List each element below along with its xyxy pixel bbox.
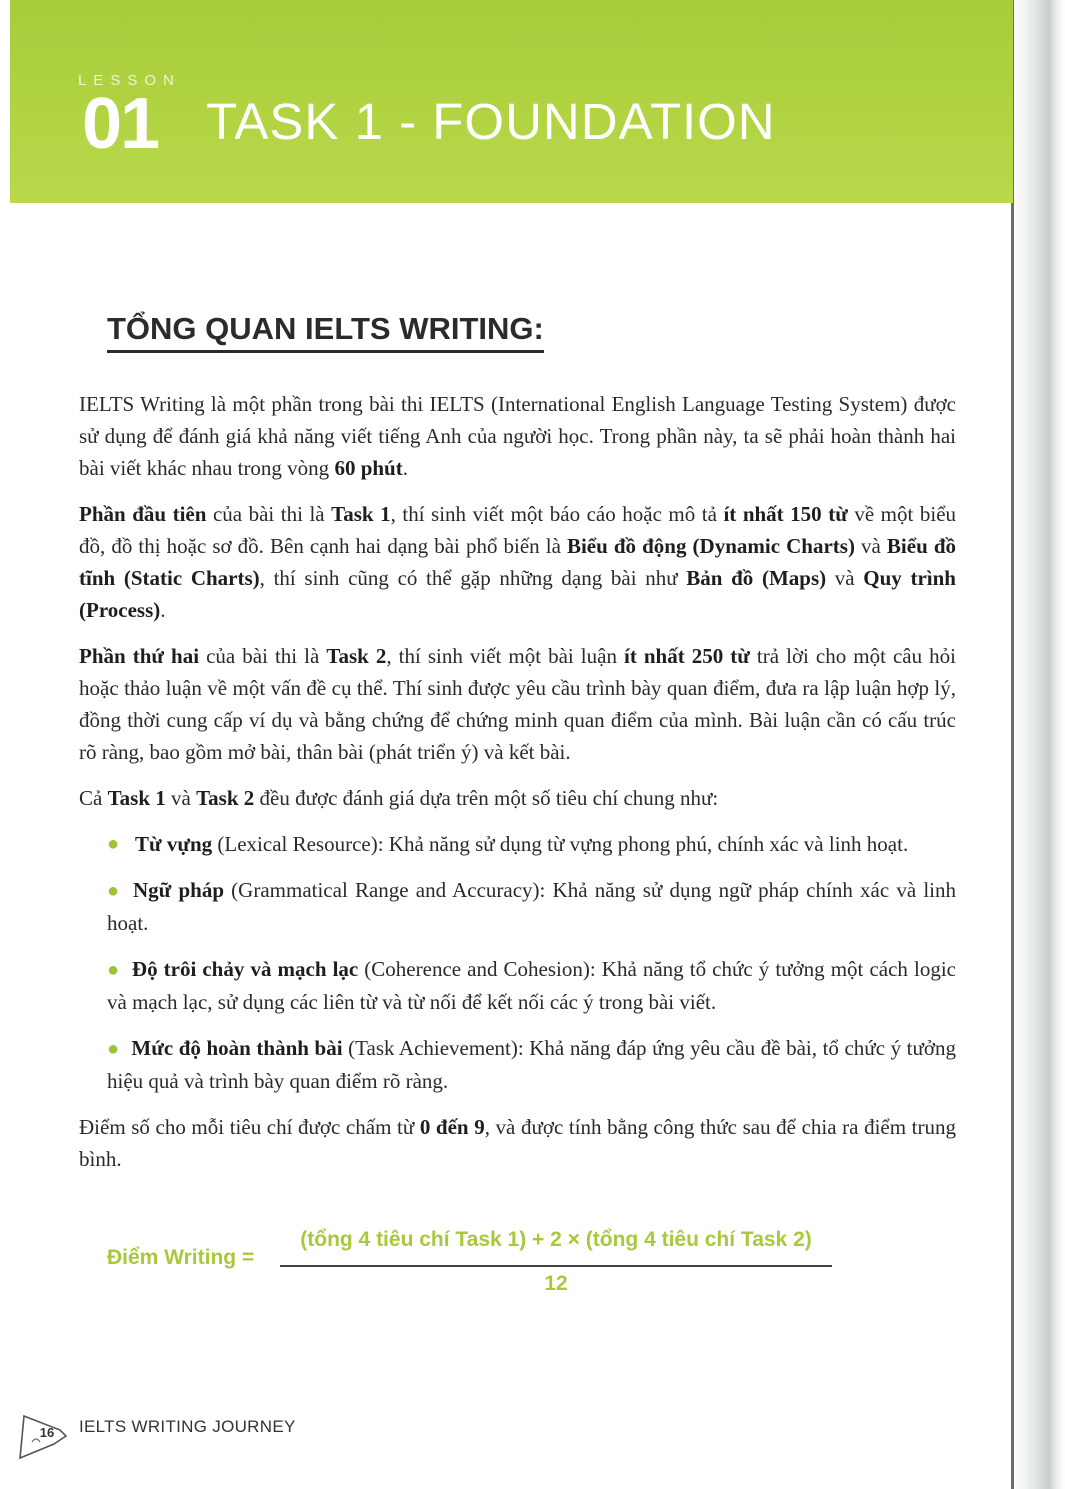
task1-bold-7: Quy trình (Process) <box>79 566 956 622</box>
criteria-desc: (Task Achievement): Khả năng đáp ứng yêu cầu đề bài, tổ chức ý tưởng hiệu quả và trình bày quan điểm rõ ràng. <box>107 1036 956 1093</box>
criteria-intro-bold-2: Task 2 <box>196 786 255 810</box>
lesson-label: LESSON <box>78 72 181 89</box>
intro-text: IELTS Writing là một phần trong bài thi IELTS (International English Language Testing System) được sử dụng để đánh giá khả năng viết tiếng Anh của người học. Trong phần này, ta sẽ phải hoàn thành hai bài viết khác nhau trong vòng <box>79 392 956 480</box>
task1-bold-6: Bản đồ (Maps) <box>686 566 827 590</box>
task1-bold-5: Biểu đồ tĩnh (Static Charts) <box>79 534 956 590</box>
bullet-dot-icon: ● <box>107 959 120 981</box>
task1-paragraph <box>79 498 956 626</box>
scoring-text-1: Điểm số cho mỗi tiêu chí được chấm từ <box>79 1115 420 1139</box>
criteria-item-task-achievement <box>107 1032 956 1097</box>
bullet-dot-icon: ● <box>107 1038 120 1060</box>
task1-bold-4: Biểu đồ động (Dynamic Charts) <box>566 534 855 558</box>
page-number: 16 <box>39 1425 55 1440</box>
criteria-desc: (Lexical Resource): Khả năng sử dụng từ vựng phong phú, chính xác và linh hoạt. <box>212 832 909 856</box>
task1-bold-3: ít nhất 150 từ <box>723 502 848 526</box>
criteria-name: Ngữ pháp <box>133 878 224 902</box>
page-number-badge <box>14 1408 70 1464</box>
criteria-item-coherence <box>107 953 956 1018</box>
lesson-title: TASK 1 - FOUNDATION <box>206 93 776 150</box>
criteria-desc: (Coherence and Cohesion): Khả năng tổ chức ý tưởng một cách logic và mạch lạc, sử dụng các liên từ và từ nối để kết nối các ý trong bài viết. <box>107 957 956 1014</box>
criteria-intro-text-1: Cả <box>79 786 108 810</box>
formula-denominator: 12 <box>544 1272 568 1295</box>
criteria-name: Mức độ hoàn thành bài <box>131 1036 343 1060</box>
lesson-header-banner <box>10 0 1013 203</box>
intro-minutes: 60 phút <box>334 456 403 480</box>
page-edge-shadow <box>1011 0 1065 1489</box>
task2-bold-1: Phần thứ hai <box>79 644 200 668</box>
task1-text-2: , thí sinh viết một báo cáo hoặc mô tả <box>390 502 724 526</box>
intro-paragraph <box>79 388 956 484</box>
criteria-intro-text-2: và <box>165 786 197 810</box>
task1-text-6: và <box>826 566 864 590</box>
task2-text-1: của bài thi là <box>199 644 327 668</box>
task2-bold-3: ít nhất 250 từ <box>624 644 750 668</box>
task2-text-3: trả lời cho một câu hỏi hoặc thảo luận về một vấn đề cụ thể. Thí sinh được yêu cầu trình bày quan điểm, đưa ra lập luận hợp lý, đồng thời cung cấp ví dụ và bằng chứng để chứng minh quan điểm của mình. Bài luận cần có cấu trúc rõ ràng, bao gồm mở bài, thân bài (phát triển ý) và kết bài. <box>79 644 956 764</box>
formula-fraction-line <box>280 1265 832 1267</box>
criteria-item-grammar <box>107 874 956 939</box>
criteria-intro-text-3: đều được đánh giá dựa trên một số tiêu chí chung như: <box>254 786 719 810</box>
task2-bold-2: Task 2 <box>326 644 387 668</box>
task2-text-2: , thí sinh viết một bài luận <box>386 644 624 668</box>
task1-text-4: và <box>854 534 887 558</box>
criteria-name: Độ trôi chảy và mạch lạc <box>131 957 359 981</box>
task1-text-1: của bài thi là <box>206 502 332 526</box>
scoring-text-2: , và được tính bằng công thức sau để chia ra điểm trung bình. <box>79 1115 956 1171</box>
task1-text-5: , thí sinh cũng có thể gặp những dạng bài như <box>259 566 687 590</box>
formula-numerator: (tổng 4 tiêu chí Task 1) + 2 × (tổng 4 tiêu chí Task 2) <box>300 1228 812 1251</box>
scoring-paragraph <box>79 1111 956 1175</box>
bullet-dot-icon: ● <box>107 880 122 902</box>
criteria-item-lexical <box>107 828 956 860</box>
criteria-desc: (Grammatical Range and Accuracy): Khả năng sử dụng ngữ pháp chính xác và linh hoạt. <box>107 878 956 935</box>
criteria-name: Từ vựng <box>135 832 213 856</box>
writing-score-formula <box>107 1224 837 1304</box>
intro-end: . <box>402 456 408 480</box>
book-title: IELTS WRITING JOURNEY <box>79 1417 296 1436</box>
task1-text-3: về một biểu đồ, đồ thị hoặc sơ đồ. Bên cạnh hai dạng bài phổ biến là <box>79 502 957 558</box>
task1-text-7: . <box>160 598 166 622</box>
formula-label: Điểm Writing = <box>107 1246 255 1269</box>
criteria-list <box>107 828 956 1097</box>
scoring-bold-1: 0 đến 9 <box>419 1115 485 1139</box>
section-heading: TỔNG QUAN IELTS WRITING: <box>107 310 544 353</box>
criteria-intro-bold-1: Task 1 <box>107 786 166 810</box>
main-content <box>79 388 956 1189</box>
bullet-dot-icon: ● <box>107 833 120 855</box>
criteria-intro-paragraph <box>79 782 956 814</box>
task2-paragraph <box>79 640 956 768</box>
lesson-number: 01 <box>82 84 159 164</box>
task1-bold-1: Phần đầu tiên <box>79 502 207 526</box>
task1-bold-2: Task 1 <box>331 502 391 526</box>
